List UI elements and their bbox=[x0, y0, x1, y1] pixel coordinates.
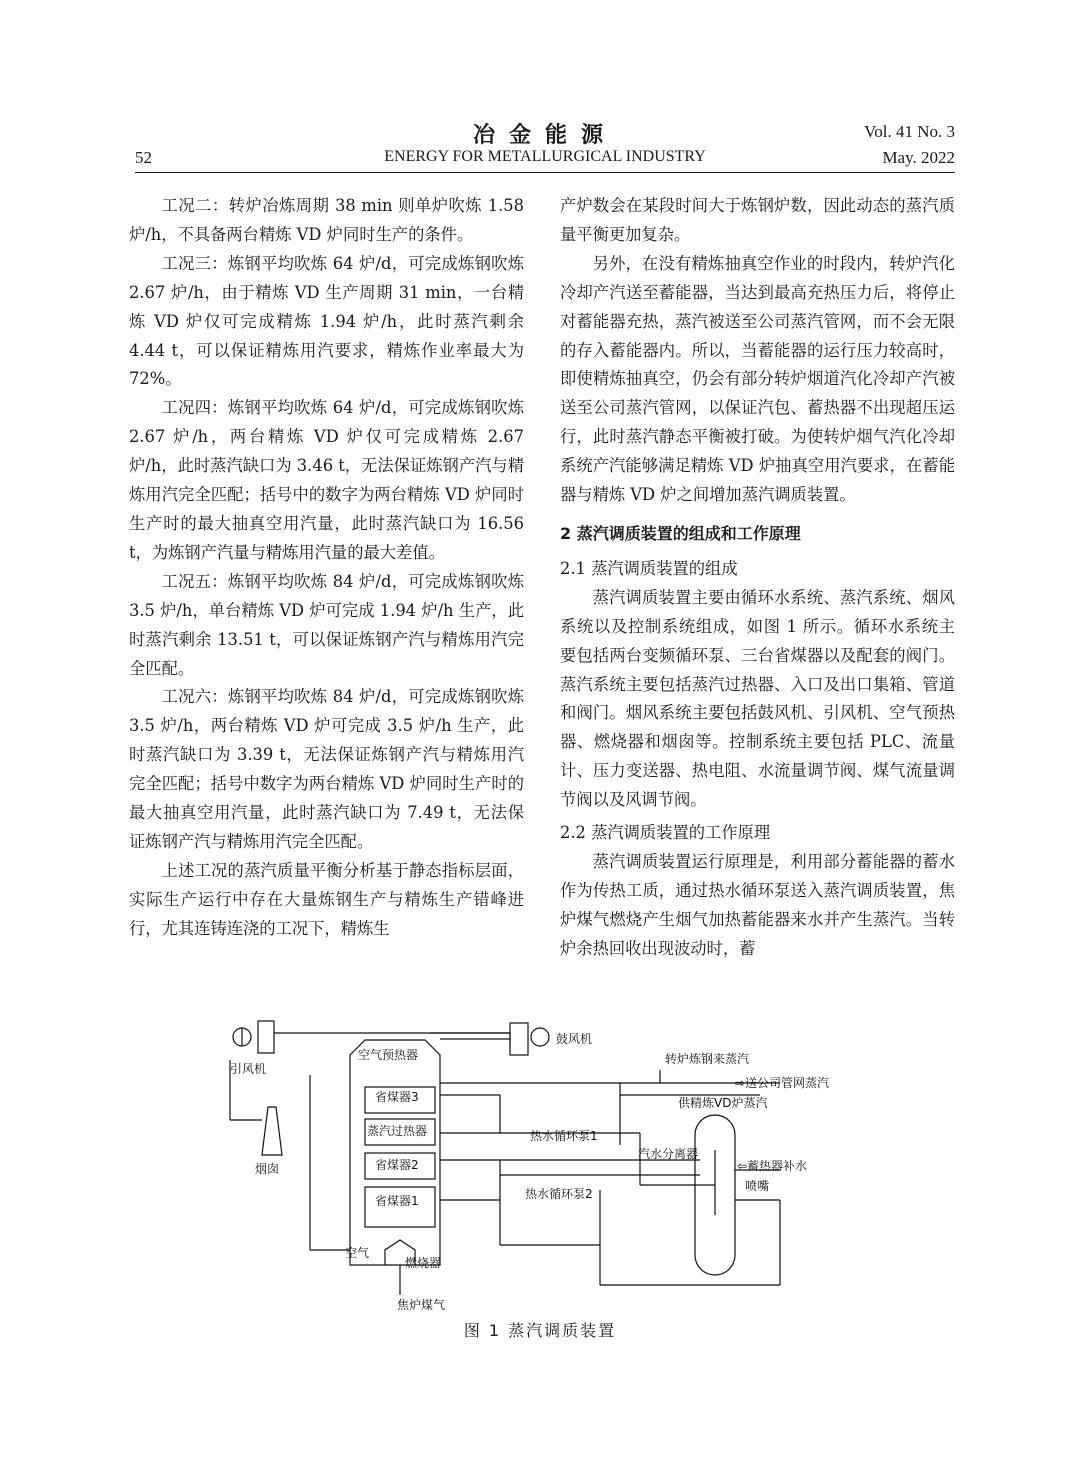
section-heading-2: 2 蒸汽调质装置的组成和工作原理 bbox=[560, 523, 801, 543]
blower-housing bbox=[510, 1023, 528, 1055]
label-economizer2: 省煤器2 bbox=[375, 1158, 419, 1172]
left-column bbox=[129, 192, 524, 944]
label-converter-steam: 转炉炼钢来蒸汽 bbox=[665, 1052, 750, 1066]
label-pump2: 热水循环泵2 bbox=[525, 1187, 593, 1201]
chimney-icon bbox=[262, 1107, 282, 1155]
paragraph-principle: 蒸汽调质装置运行原理是，利用部分蓄能器的蓄水作为传热工质，通过热水循环泵送入蒸汽调质装置，焦炉煤气燃烧产生烟气加热蓄能器来水并产生蒸汽。当转炉余热回收出现波动时，蓄 bbox=[560, 851, 955, 958]
header-rule bbox=[135, 172, 955, 173]
label-chimney: 烟囱 bbox=[255, 1162, 280, 1176]
figure-caption: 图 1 蒸汽调质装置 bbox=[463, 1321, 617, 1340]
paragraph-case4: 工况四：炼钢平均吹炼 64 炉/d，可完成炼钢吹炼 2.67 炉/h，两台精炼 VD 炉仅可完成精炼 2.67 炉/h，此时蒸汽缺口为 3.46 t，无法保证炼钢产汽与精炼用汽完全匹配；括号中的数字为两台精炼 VD 炉同时生产时的最大抽真空用汽量，此时蒸汽缺口为 16.56 t，为炼钢产汽量与精炼用汽量的最大差值。 bbox=[129, 398, 524, 562]
label-separator: 汽水分离器 bbox=[638, 1147, 699, 1161]
subsection-heading-2-2: 2.2 蒸汽调质装置的工作原理 bbox=[560, 823, 771, 843]
label-burner: 燃烧器 bbox=[405, 1256, 442, 1270]
label-pump1: 热水循环泵1 bbox=[530, 1129, 598, 1143]
paragraph-composition: 蒸汽调质装置主要由循环水系统、蒸汽系统、烟风系统以及控制系统组成，如图 1 所示。循环水系统主要包括两台变频循环泵、三台省煤器以及配套的阀门。蒸汽系统主要包括蒸汽过热器、入口及出口集箱、管道和阀门。烟风系统主要包括鼓风机、引风机、空气预热器、燃烧器和烟囱等。控制系统主要包括 PLC、流量计、压力变送器、热电阻、水流量调节阀、煤气流量调节阀以及风调节阀。 bbox=[560, 587, 955, 810]
paragraph-case5: 工况五：炼钢平均吹炼 84 炉/d，可完成炼钢吹炼 3.5 炉/h，单台精炼 VD 炉可完成 1.94 炉/h 生产，此时蒸汽剩余 13.51 t，可以保证炼钢产汽与精炼用汽完全匹配。 bbox=[129, 571, 524, 678]
label-makeup-water: ⇦蓄热器补水 bbox=[737, 1159, 808, 1173]
label-air: 空气 bbox=[345, 1246, 370, 1260]
label-coke-gas: 焦炉煤气 bbox=[397, 1298, 446, 1312]
paragraph-case2: 工况二：转炉冶炼周期 38 min 则单炉吹炼 1.58 炉/h，不具备两台精炼 VD 炉同时生产的条件。 bbox=[129, 196, 524, 244]
blower-icon bbox=[531, 1028, 549, 1046]
issue-date: May. 2022 bbox=[882, 148, 955, 167]
subsection-heading-2-1: 2.1 蒸汽调质装置的组成 bbox=[560, 558, 738, 578]
label-to-network: ⇨送公司管网蒸汽 bbox=[735, 1076, 830, 1090]
journal-title-en: ENERGY FOR METALLURGICAL INDUSTRY bbox=[384, 148, 706, 165]
label-superheater: 蒸汽过热器 bbox=[367, 1124, 428, 1138]
paragraph-case6: 工况六：炼钢平均吹炼 84 炉/d，可完成炼钢吹炼 3.5 炉/h，两台精炼 VD 炉可完成 3.5 炉/h 生产，此时蒸汽缺口为 3.39 t，无法保证炼钢产汽与精炼用汽完全匹配；括号中数字为两台精炼 VD 炉同时生产时的最大抽真空用汽量，此时蒸汽缺口为 7.49 t，无法保证炼钢产汽与精炼用汽完全匹配。 bbox=[129, 687, 524, 851]
paragraph-continued: 产炉数会在某段时间大于炼钢炉数，因此动态的蒸汽质量平衡更加复杂。 bbox=[560, 196, 955, 244]
paragraph-accumulator: 另外，在没有精炼抽真空作业的时段内，转炉汽化冷却产汽送至蓄能器，当达到最高充热压力后，将停止对蓄能器充热，蒸汽被送至公司蒸汽管网，而不会无限的存入蓄能器内。所以，当蓄能器的运行压力较高时，即使精炼抽真空，仍会有部分转炉烟道汽化冷却产汽被送至公司蒸汽管网，以保证汽包、蓄热器不出现超压运行，此时蒸汽静态平衡被打破。为使转炉烟气汽化冷却系统产汽能够满足精炼 VD 炉抽真空用汽要求，在蓄能器与精炼 VD 炉之间增加蒸汽调质装置。 bbox=[560, 253, 955, 505]
label-economizer1: 省煤器1 bbox=[375, 1194, 419, 1208]
page-header bbox=[135, 118, 955, 174]
volume-number: Vol. 41 No. 3 bbox=[864, 122, 955, 141]
induced-fan-housing bbox=[258, 1021, 274, 1053]
process-diagram bbox=[200, 1015, 880, 1315]
paragraph-summary: 上述工况的蒸汽质量平衡分析基于静态指标层面，实际生产运行中存在大量炼钢生产与精炼生产错峰进行，尤其连铸连浇的工况下，精炼生 bbox=[129, 860, 524, 938]
page-number: 52 bbox=[135, 148, 152, 167]
label-blower: 鼓风机 bbox=[556, 1032, 593, 1046]
right-column bbox=[560, 192, 955, 964]
label-to-vd: 供精炼VD炉蒸汽 bbox=[678, 1096, 768, 1110]
figure-steam-conditioning bbox=[200, 1015, 880, 1315]
label-air-preheater: 空气预热器 bbox=[358, 1048, 419, 1062]
label-nozzle: 喷嘴 bbox=[745, 1179, 770, 1193]
paragraph-case3: 工况三：炼钢平均吹炼 64 炉/d，可完成炼钢吹炼 2.67 炉/h，由于精炼 VD 生产周期 31 min，一台精炼 VD 炉仅可完成精炼 1.94 炉/h，此时蒸汽剩余 4.44 t，可以保证精炼用汽要求，精炼作业率最大为 72%。 bbox=[129, 253, 524, 389]
label-induced-fan: 引风机 bbox=[230, 1062, 267, 1076]
label-economizer3: 省煤器3 bbox=[375, 1090, 419, 1104]
journal-title-cn: 冶金能源 bbox=[472, 122, 617, 148]
